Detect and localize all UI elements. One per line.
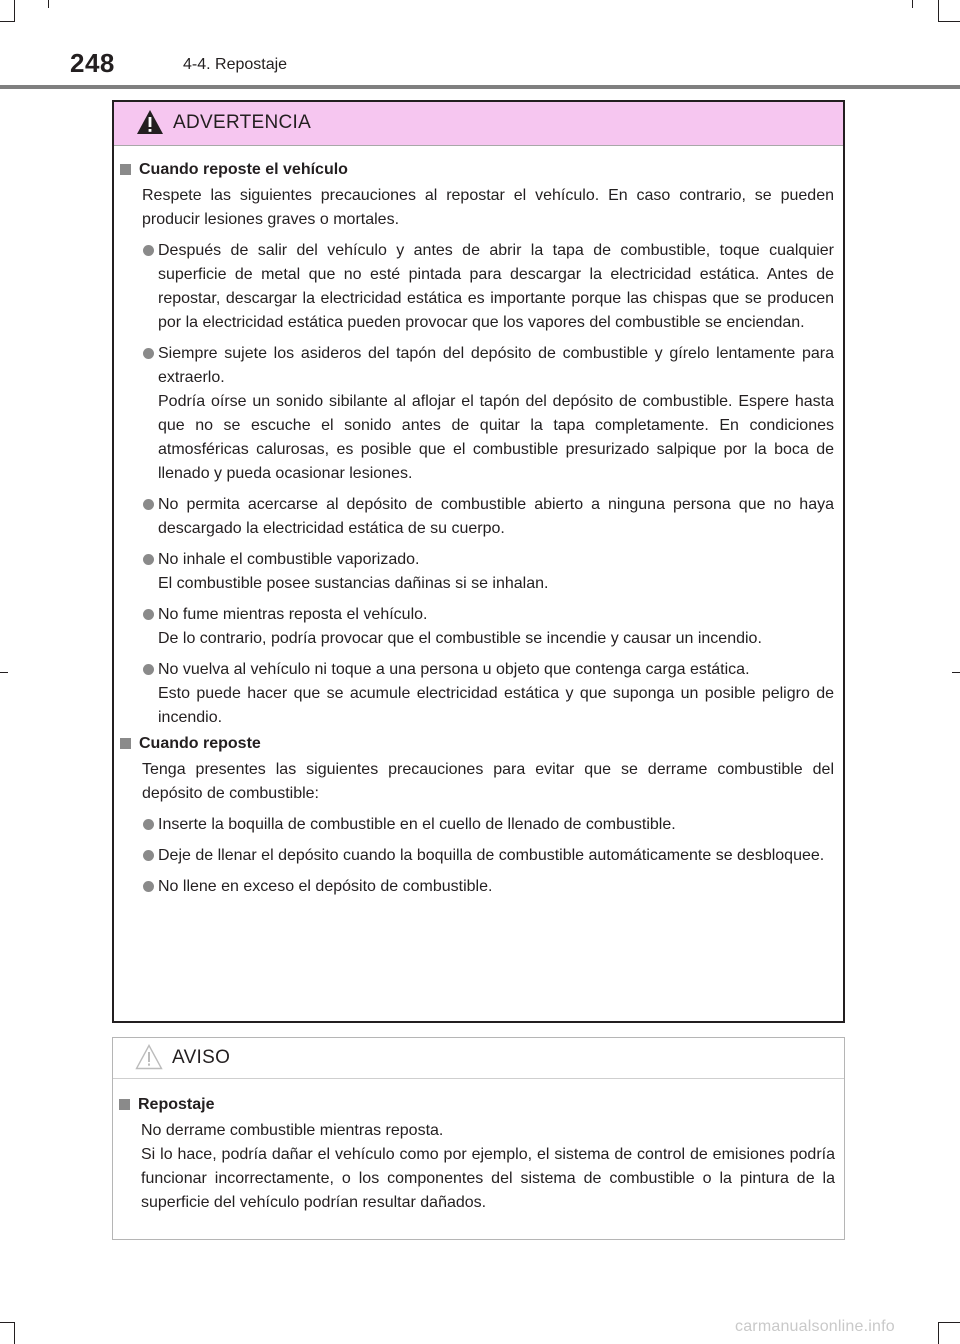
round-bullet-icon	[143, 850, 154, 861]
square-bullet-icon	[120, 738, 131, 749]
crop-mark	[952, 672, 960, 673]
crop-mark	[0, 21, 14, 22]
round-bullet-icon	[143, 819, 154, 830]
list-item: No inhale el combustible vaporizado. El combustible posee sustancias dañinas si se inhalan.	[120, 548, 834, 596]
crop-mark	[938, 0, 939, 22]
warning-header	[114, 102, 843, 146]
section-heading: Cuando reposte	[120, 732, 834, 756]
list-item: Deje de llenar el depósito cuando la boquilla de combustible automáticamente se desbloquee.	[120, 844, 834, 868]
round-bullet-icon	[143, 348, 154, 359]
list-item: No llene en exceso el depósito de combustible.	[120, 875, 834, 899]
section-heading: Cuando reposte el vehículo	[120, 158, 834, 182]
section-heading: Repostaje	[119, 1093, 835, 1117]
warning-body	[114, 146, 843, 899]
section-text: No derrame combustible mientras reposta. Si lo hace, podría dañar el vehículo como por ejemplo, el sistema de control de emisiones podría funcionar incorrectamente, o los componentes del sistema de combustible o la pintura de la superficie del vehículo podrían resultar dañados.	[141, 1122, 835, 1211]
round-bullet-icon	[143, 245, 154, 256]
round-bullet-icon	[143, 609, 154, 620]
list-item: No permita acercarse al depósito de combustible abierto a ninguna persona que no haya descargado la electricidad estática de su cuerpo.	[120, 493, 834, 541]
crop-mark	[14, 1322, 15, 1344]
warning-triangle-icon	[136, 109, 164, 135]
section-intro: Respete las siguientes precauciones al repostar el vehículo. En caso contrario, se pueden producir lesiones graves o mortales.	[142, 187, 834, 228]
round-bullet-icon	[143, 499, 154, 510]
warning-title: ADVERTENCIA	[173, 112, 312, 133]
notice-title: AVISO	[172, 1047, 231, 1068]
crop-mark	[912, 0, 913, 8]
list-item: Siempre sujete los asideros del tapón del depósito de combustible y gírelo lentamente para extraerlo. Podría oírse un sonido sibilante al aflojar el tapón del depósito de combustible. Espere hasta que no se escuche el sonido antes de quitar la tapa completamente. En condiciones atmosféricas calurosas, es posible que el combustible presurizado salpique por la boca de llenado y pueda ocasionar lesiones.	[120, 342, 834, 486]
caution-triangle-icon	[135, 1044, 163, 1070]
warning-box	[112, 100, 845, 1023]
crop-mark	[0, 672, 8, 673]
crop-mark	[14, 0, 15, 22]
square-bullet-icon	[119, 1099, 130, 1110]
page-number: 248	[70, 48, 115, 78]
list-item: No fume mientras reposta el vehículo. De lo contrario, podría provocar que el combustible se incendie y causar un incendio.	[120, 603, 834, 651]
list-item: No vuelva al vehículo ni toque a una persona u objeto que contenga carga estática. Esto puede hacer que se acumule electricidad estática y que suponga un posible peligro de incendio.	[120, 658, 834, 730]
list-item: Inserte la boquilla de combustible en el cuello de llenado de combustible.	[120, 813, 834, 837]
square-bullet-icon	[120, 164, 131, 175]
crop-mark	[48, 0, 49, 8]
section-intro: Tenga presentes las siguientes precauciones para evitar que se derrame combustible del depósito de combustible:	[142, 761, 834, 802]
notice-header	[113, 1038, 844, 1079]
notice-box	[112, 1037, 845, 1240]
crop-mark	[0, 1322, 14, 1323]
section-title: 4-4. Repostaje	[183, 56, 288, 73]
round-bullet-icon	[143, 881, 154, 892]
header-rule	[0, 85, 960, 89]
watermark: carmanualsonline.info	[735, 1318, 895, 1335]
list-item: Después de salir del vehículo y antes de abrir la tapa de combustible, toque cualquier superficie de metal que no esté pintada para descargar la electricidad estática. Antes de repostar, descargar la electricidad estática es importante porque las chispas que se producen por la electricidad estática pueden provocar que los vapores del combustible se enciendan.	[120, 239, 834, 335]
crop-mark	[938, 21, 960, 22]
page-header	[0, 40, 960, 92]
crop-mark	[938, 1322, 960, 1323]
round-bullet-icon	[143, 664, 154, 675]
crop-mark	[938, 1322, 939, 1344]
notice-body	[113, 1079, 844, 1215]
round-bullet-icon	[143, 554, 154, 565]
